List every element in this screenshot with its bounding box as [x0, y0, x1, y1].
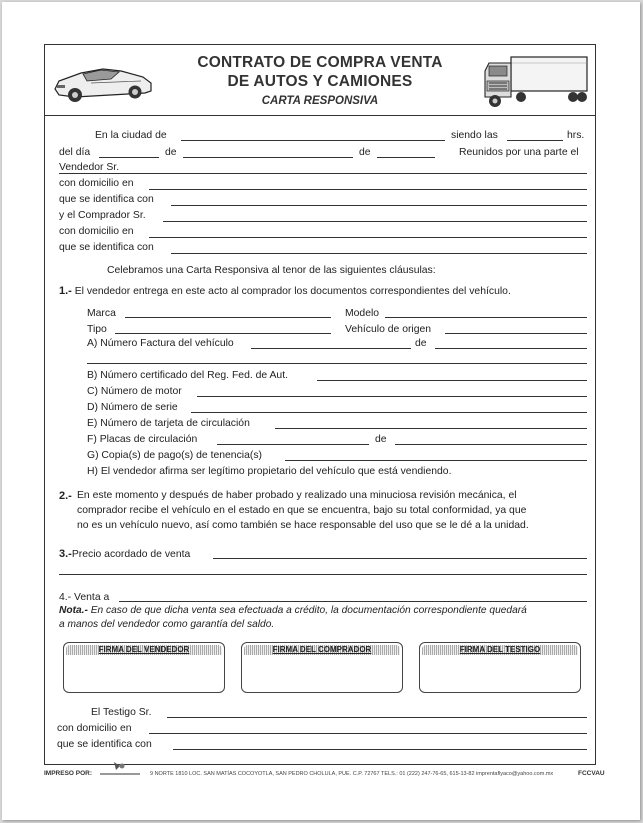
witness-name-field[interactable]: [167, 717, 587, 718]
day-field[interactable]: [99, 157, 159, 158]
month-field[interactable]: [183, 157, 353, 158]
label-certificado: B) Número certificado del Reg. Fed. de Aut.: [87, 370, 288, 381]
origen-field[interactable]: [445, 333, 587, 334]
city-field[interactable]: [181, 140, 445, 141]
witness-address-field[interactable]: [149, 733, 587, 734]
label-de-1: de: [165, 147, 177, 158]
label-modelo: Modelo: [345, 308, 380, 319]
clause-2-line-2: comprador recibe el vehículo en el estado en que se encuentra, bajo su total conformidad, ya que: [77, 505, 527, 516]
label-tenencia: G) Copia(s) de pago(s) de tenencia(s): [87, 450, 262, 461]
title-line-2: DE AUTOS Y CAMIONES: [227, 73, 413, 90]
seller-name-field[interactable]: [59, 173, 587, 174]
nota-line-1: [59, 604, 527, 618]
hour-field[interactable]: [507, 140, 563, 141]
label-buyer-address: con domicilio en: [59, 226, 134, 237]
factura-field[interactable]: [251, 348, 411, 349]
precio-extra-field[interactable]: [59, 574, 587, 575]
witness-id-field[interactable]: [173, 749, 587, 750]
footer-code: FCCVAU: [578, 770, 605, 777]
label-reunidos: Reunidos por una parte el: [459, 147, 579, 158]
signature-box-buyer[interactable]: [241, 642, 403, 693]
clause-2-number: 2.-: [59, 490, 72, 502]
footer-address: 9 NORTE 1810 LOC. SAN MATÍAS COCOYOTLA, SAN PEDRO CHOLULA, PUE. C.P. 72767 TELS.: 01 (222) 247-76-65, 615-13-82 imprentaflyaco@yahoo.com.mx: [150, 771, 554, 777]
clause-2-line-1: En este momento y después de haber probado y realizado una minuciosa revisión mecánica, el: [77, 490, 517, 501]
label-city: En la ciudad de: [95, 130, 167, 141]
tenencia-field[interactable]: [285, 460, 587, 461]
label-seller-address: con domicilio en: [59, 178, 134, 189]
year-field[interactable]: [377, 157, 435, 158]
clause-1-text: El vendedor entrega en este acto al comprador los documentos correspondientes del vehículo.: [74, 286, 511, 297]
placas-de-field[interactable]: [395, 444, 587, 445]
label-origen: Vehículo de origen: [345, 324, 432, 335]
signature-label-witness: FIRMA DEL TESTIGO: [422, 645, 578, 655]
subtitle: CARTA RESPONSIVA: [261, 95, 379, 107]
label-siendo-las: siendo las: [451, 130, 498, 141]
label-placas-de: de: [375, 434, 387, 445]
contract-frame: [44, 44, 596, 765]
label-day: del día: [59, 147, 91, 158]
printer-logo-icon: [98, 760, 142, 778]
buyer-address-field[interactable]: [149, 237, 587, 238]
clause-3-number: 3.-: [59, 548, 72, 560]
buyer-name-field[interactable]: [163, 221, 587, 222]
label-buyer: y el Comprador Sr.: [59, 210, 146, 221]
signature-label-seller: FIRMA DEL VENDEDOR: [66, 645, 222, 655]
label-placas: F) Placas de circulación: [87, 434, 198, 445]
clause-2-line-3: no es un vehículo nuevo, así como también se hace responsable del uso que se le dé a la unidad.: [77, 520, 529, 531]
sports-car-illustration: [51, 55, 157, 107]
precio-field[interactable]: [213, 558, 587, 559]
signature-label-buyer: FIRMA DEL COMPRADOR: [244, 645, 400, 655]
label-serie: D) Número de serie: [87, 402, 178, 413]
seller-id-field[interactable]: [171, 205, 587, 206]
label-marca: Marca: [87, 308, 116, 319]
clause-1-number: 1.-: [59, 285, 72, 297]
venta-a-field[interactable]: [119, 601, 587, 602]
tarjeta-field[interactable]: [275, 428, 587, 429]
seller-address-field[interactable]: [149, 189, 587, 190]
nota-label: Nota.-: [59, 605, 88, 616]
celebramos-text: Celebramos una Carta Responsiva al tenor de las siguientes cláusulas:: [107, 265, 436, 276]
contract-header: [45, 45, 595, 116]
signature-box-witness[interactable]: [419, 642, 581, 693]
label-seller: Vendedor Sr.: [59, 162, 120, 173]
label-hrs: hrs.: [567, 130, 585, 141]
tipo-field[interactable]: [115, 333, 331, 334]
clause-1: [59, 285, 511, 298]
motor-field[interactable]: [197, 396, 587, 397]
clause-3: [59, 548, 190, 561]
label-motor: C) Número de motor: [87, 386, 182, 397]
label-witness: El Testigo Sr.: [91, 707, 152, 718]
label-buyer-id: que se identifica con: [59, 242, 154, 253]
label-seller-id: que se identifica con: [59, 194, 154, 205]
truck-illustration: [481, 51, 591, 111]
factura-extra-field[interactable]: [87, 363, 587, 364]
label-tarjeta: E) Número de tarjeta de circulación: [87, 418, 250, 429]
label-witness-address: con domicilio en: [57, 723, 132, 734]
placas-field[interactable]: [217, 444, 369, 445]
document-sheet: [2, 2, 640, 820]
clause-3-text: Precio acordado de venta: [71, 549, 191, 560]
factura-de-field[interactable]: [435, 348, 587, 349]
clause-4-text: 4.- Venta a: [59, 592, 110, 603]
certificado-field[interactable]: [317, 380, 587, 381]
label-de-2: de: [359, 147, 371, 158]
signature-box-seller[interactable]: [63, 642, 225, 693]
footer-impreso: IMPRESO POR:: [44, 770, 93, 777]
marca-field[interactable]: [125, 317, 331, 318]
label-factura-de: de: [415, 338, 427, 349]
modelo-field[interactable]: [385, 317, 587, 318]
label-tipo: Tipo: [87, 324, 107, 335]
nota-text-1: En caso de que dicha venta sea efectuada a crédito, la documentación correspondiente quedará: [90, 605, 527, 616]
label-factura: A) Número Factura del vehículo: [87, 338, 234, 349]
buyer-id-field[interactable]: [171, 253, 587, 254]
serie-field[interactable]: [191, 412, 587, 413]
clause-1-h: H) El vendedor afirma ser legítimo propietario del vehículo que está vendiendo.: [87, 466, 452, 477]
nota-line-2: a manos del vendedor como garantía del saldo.: [59, 619, 275, 630]
title-line-1: CONTRATO DE COMPRA VENTA: [197, 54, 443, 71]
label-witness-id: que se identifica con: [57, 739, 152, 750]
